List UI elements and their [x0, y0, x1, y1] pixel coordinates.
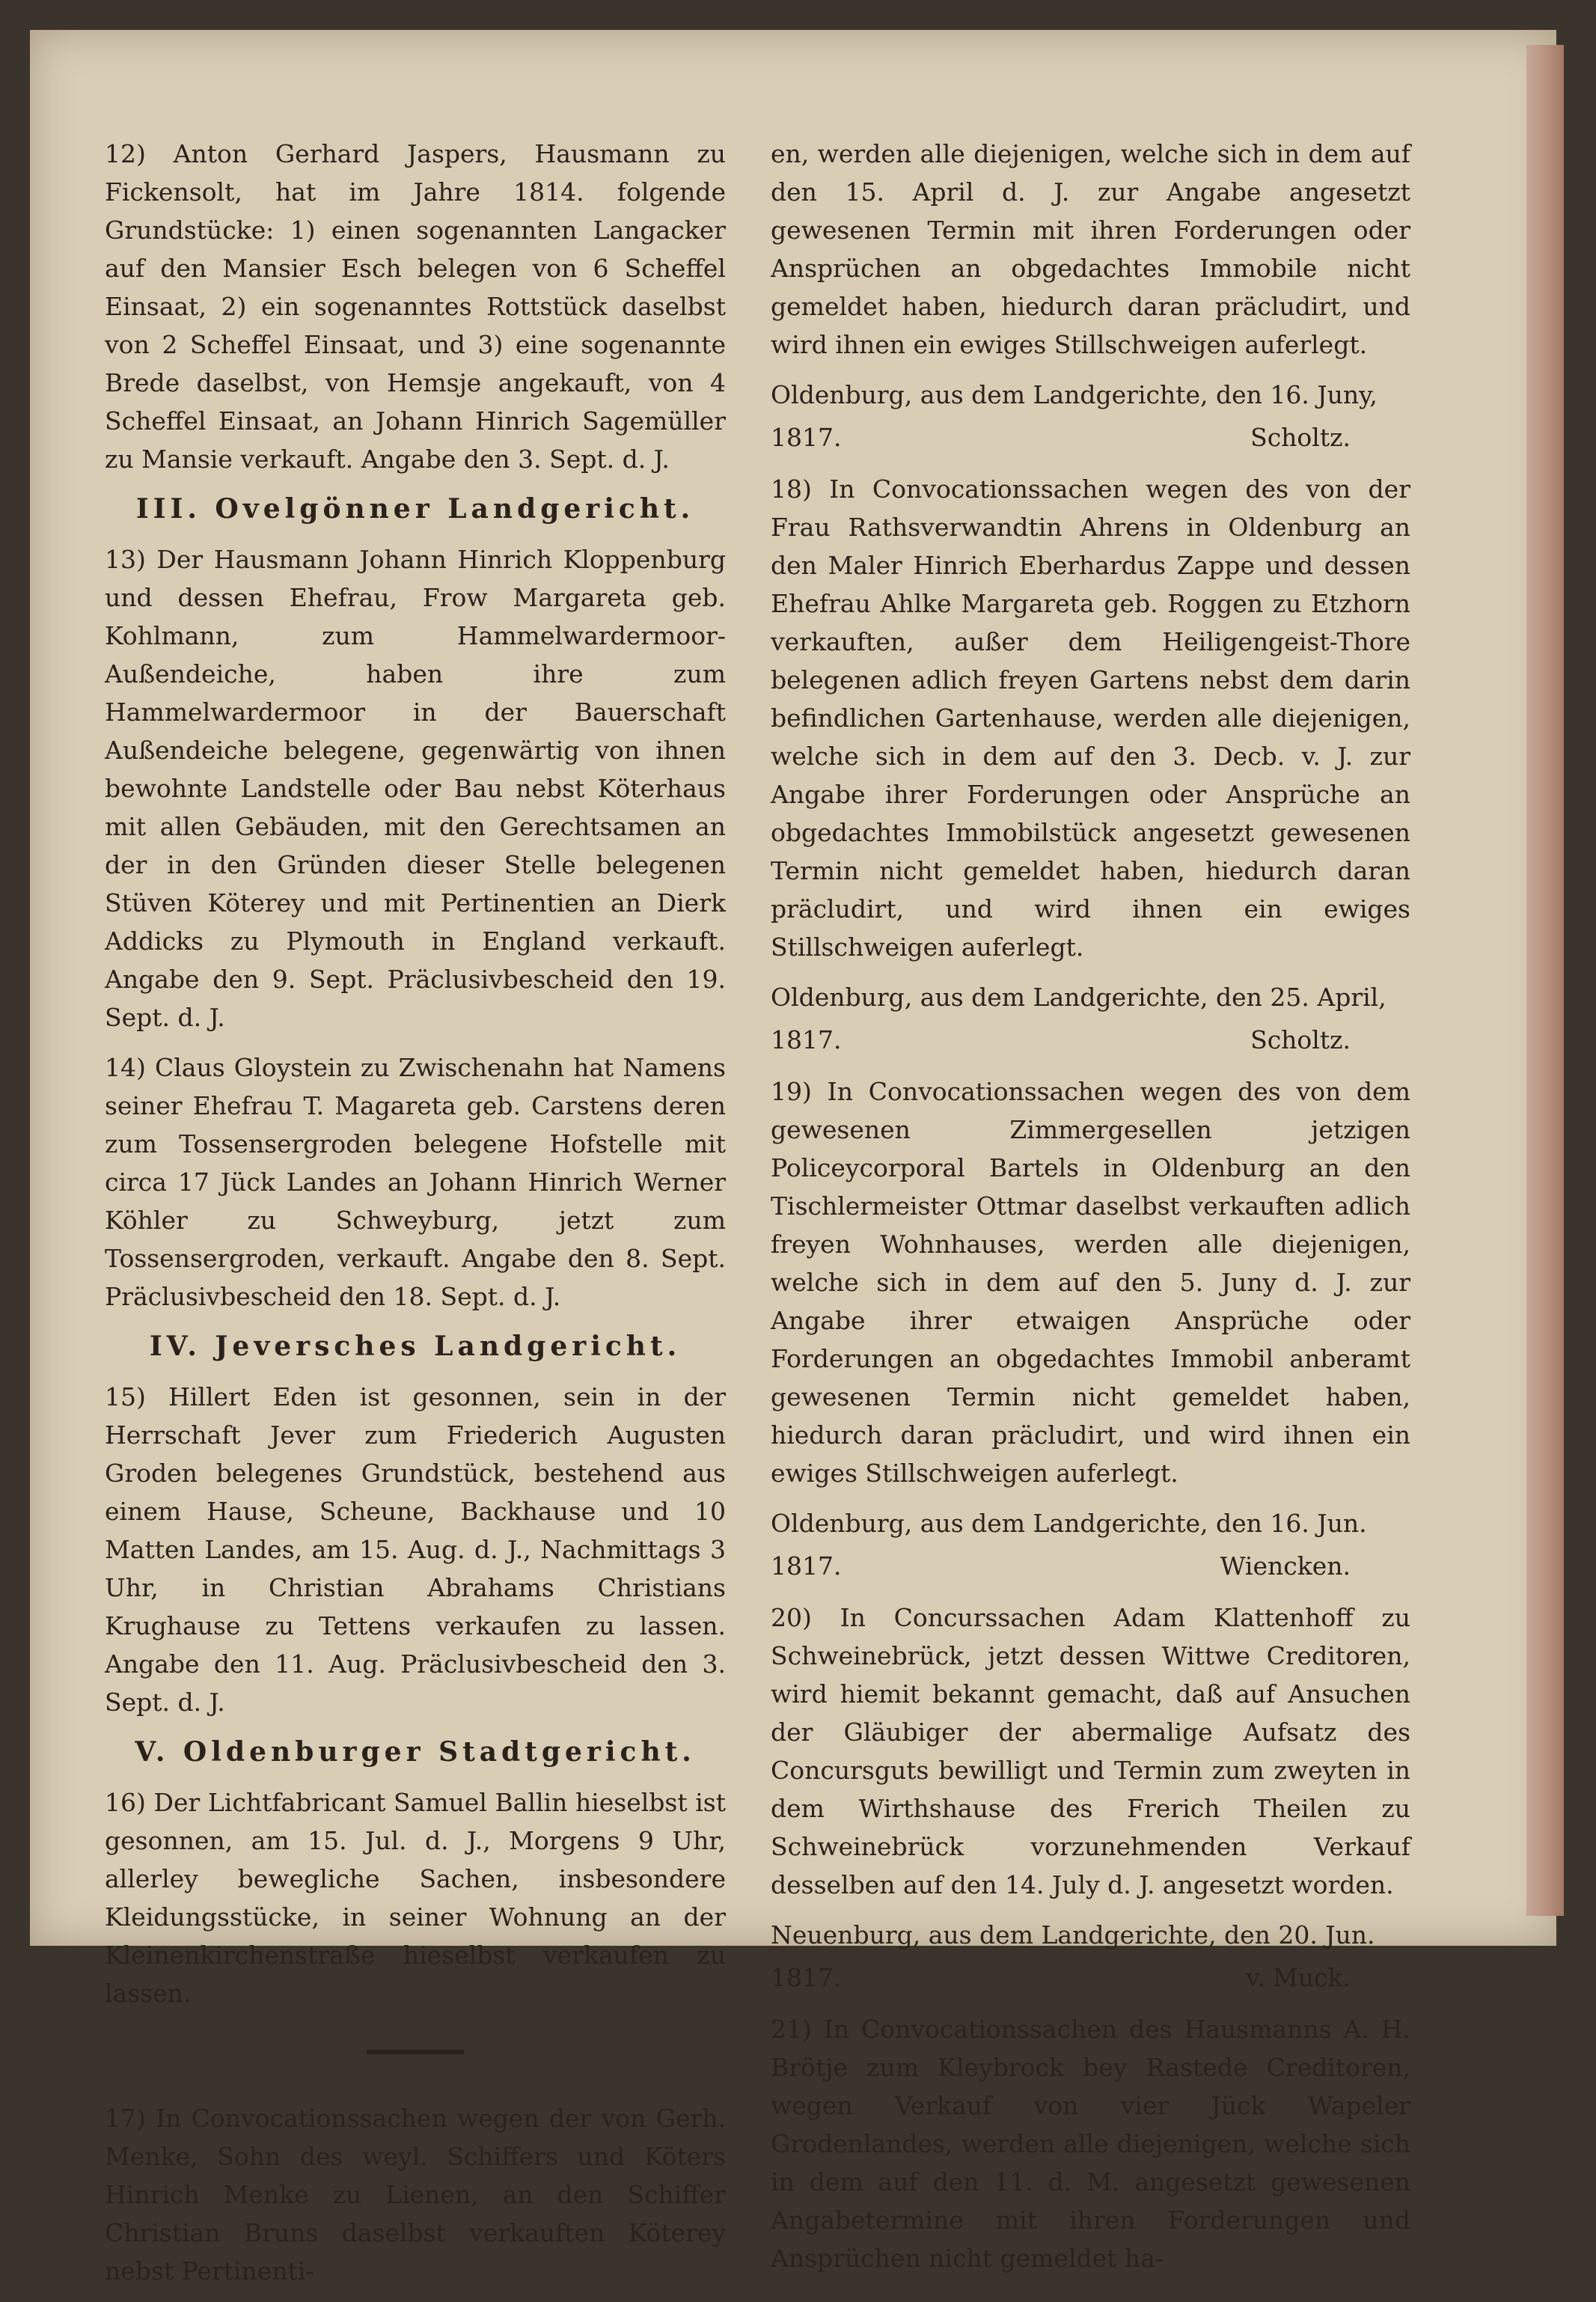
signature-17	[771, 418, 1410, 457]
signature-year: 1817.	[771, 1551, 842, 1581]
entry-15: 15) Hillert Eden ist gesonnen, sein in der Herrschaft Jever zum Friederich Augusten Groden belegenes Grundstück, bestehend aus einem Hause, Scheune, Backhause und 10 Matten Landes, am 15. Aug. d. J., Nachmittags 3 Uhr, in Christian Abrahams Christians Krughause zu Tettens verkaufen zu lassen. Angabe den 11. Aug. Präclusivbescheid den 3. Sept. d. J.	[105, 1382, 726, 1717]
entry-21: 21) In Convocationssachen des Hausmanns A. H. Brötje zum Kleybrock bey Rastede Creditoren, wegen Verkauf von vier Jück Wapeler Grodenlandes, werden alle diejenigen, welche sich in dem auf den 11. d. M. angesetzt gewesenen Angabetermine mit ihren Forderungen und Ansprüchen nicht gemeldet ha-	[771, 2015, 1410, 2273]
signature-20	[771, 1958, 1410, 1997]
entry-12: 12) Anton Gerhard Jaspers, Hausmann zu Fickensolt, hat im Jahre 1814. folgende Grundstücke: 1) einen sogenannten Langacker auf den Mansier Esch belegen von 6 Scheffel Einsaat, 2) ein sogenanntes Rottstück daselbst von 2 Scheffel Einsaat, und 3) eine sogenannte Brede daselbst, von Hemsje angekauft, von 4 Scheffel Einsaat, an Johann Hinrich Sagemüller zu Mansie verkauft. Angabe den 3. Sept. d. J.	[105, 139, 726, 474]
left-column	[105, 135, 726, 2302]
entry-17: 17) In Convocationssachen wegen der von Gerh. Menke, Sohn des weyl. Schiffers und Köters Hinrich Menke zu Lienen, an den Schiffer Christian Bruns daselbst verkauften Köterey nebst Pertinenti-	[105, 2104, 726, 2286]
entry-20: 20) In Concurssachen Adam Klattenhoff zu Schweinebrück, jetzt dessen Wittwe Creditoren, wird hiemit bekannt gemacht, daß auf Ansuchen der Gläubiger der abermalige Aufsatz des Concursguts bewilligt und Termin zum zweyten in dem Wirthshause des Frerich Theilen zu Schweinebrück vorzunehmenden Verkauf desselben auf den 14. July d. J. angesetzt worden.	[771, 1603, 1410, 1899]
signature-year: 1817.	[771, 1963, 842, 1992]
signature-18-place: Oldenburg, aus dem Landgerichte, den 25. April,	[771, 983, 1386, 1012]
signature-name: v. Muck.	[1246, 1963, 1351, 1992]
section-heading-iii: III. Ovelgönner Landgericht.	[135, 493, 695, 525]
signature-name: Scholtz.	[1250, 1025, 1351, 1054]
entry-19: 19) In Convocationssachen wegen des von dem gewesenen Zimmergesellen jetzigen Policeycorporal Bartels in Oldenburg an den Tischlermeister Ottmar daselbst verkauften adlich freyen Wohnhauses, werden alle diejenigen, welche sich in dem auf den 5. Juny d. J. zur Angabe ihrer etwaigen Ansprüche oder Forderungen an obgedachtes Immobil anberamt gewesenen Termin nicht gemeldet haben, hiedurch daran präcludirt, und wird ihnen ein ewiges Stillschweigen auferlegt.	[771, 1077, 1410, 1488]
entry-14: 14) Claus Gloystein zu Zwischenahn hat Namens seiner Ehefrau T. Magareta geb. Carstens deren zum Tossensergroden belegene Hofstelle mit circa 17 Jück Landes an Johann Hinrich Werner Köhler zu Schweyburg, jetzt zum Tossensergroden, verkauft. Angabe den 8. Sept. Präclusivbescheid den 18. Sept. d. J.	[105, 1053, 726, 1311]
signature-20-place: Neuenburg, aus dem Landgerichte, den 20. Jun.	[771, 1920, 1375, 1950]
signature-name: Wiencken.	[1220, 1551, 1351, 1581]
newspaper-page	[30, 30, 1556, 2286]
section-heading-iv: IV. Jeversches Landgericht.	[149, 1331, 682, 1362]
signature-17-place: Oldenburg, aus dem Landgerichte, den 16. Juny,	[771, 380, 1378, 409]
entry-13: 13) Der Hausmann Johann Hinrich Kloppenburg und dessen Ehefrau, Frow Margareta geb. Kohlmann, zum Hammelwardermoor-Außendeiche, haben ihre zum Hammelwardermoor in der Bauerschaft Außendeiche belegene, gegenwärtig von ihnen bewohnte Landstelle oder Bau nebst Köterhaus mit allen Gebäuden, mit den Gerechtsamen an der in den Gründen dieser Stelle belegenen Stüven Köterey und mit Pertinentien an Dierk Addicks zu Plymouth in England verkauft. Angabe den 9. Sept. Präclusivbescheid den 19. Sept. d. J.	[105, 545, 726, 1032]
signature-name: Scholtz.	[1250, 423, 1351, 452]
signature-year: 1817.	[771, 1025, 842, 1054]
entry-16: 16) Der Lichtfabricant Samuel Ballin hieselbst ist gesonnen, am 15. Jul. d. J., Morgens 9 Uhr, allerley bewegliche Sachen, insbesondere Kleidungsstücke, in seiner Wohnung an der Kleinenkirchenstraße hieselbst verkaufen zu lassen.	[105, 1788, 726, 2008]
signature-year: 1817.	[771, 423, 842, 452]
signature-19-place: Oldenburg, aus dem Landgerichte, den 16. Jun.	[771, 1509, 1367, 1538]
right-column	[771, 135, 1410, 2289]
separator-rule	[367, 2050, 464, 2054]
signature-19	[771, 1547, 1410, 1585]
signature-18	[771, 1021, 1410, 1059]
entry-18: 18) In Convocationssachen wegen des von der Frau Rathsverwandtin Ahrens in Oldenburg an den Maler Hinrich Eberhardus Zappe und dessen Ehefrau Ahlke Margareta geb. Roggen zu Etzhorn verkauften, außer dem Heiligengeist-Thore belegenen adlich freyen Gartens nebst dem darin befindlichen Gartenhause, werden alle diejenigen, welche sich in dem auf den 3. Decb. v. J. zur Angabe ihrer Forderungen oder Ansprüche an obgedachtes Immobilstück angesetzt gewesenen Termin nicht gemeldet haben, hiedurch daran präcludirt, und wird ihnen ein ewiges Stillschweigen auferlegt.	[771, 474, 1410, 962]
entry-17-continued: en, werden alle diejenigen, welche sich in dem auf den 15. April d. J. zur Angabe angesetzt gewesenen Termin mit ihren Forderungen oder Ansprüchen an obgedachtes Immobile nicht gemeldet haben, hiedurch daran präcludirt, und wird ihnen ein ewiges Stillschweigen auferlegt.	[771, 139, 1410, 359]
section-heading-v: V. Oldenburger Stadtgericht.	[135, 1736, 696, 1768]
page-edge	[1526, 45, 1564, 1916]
